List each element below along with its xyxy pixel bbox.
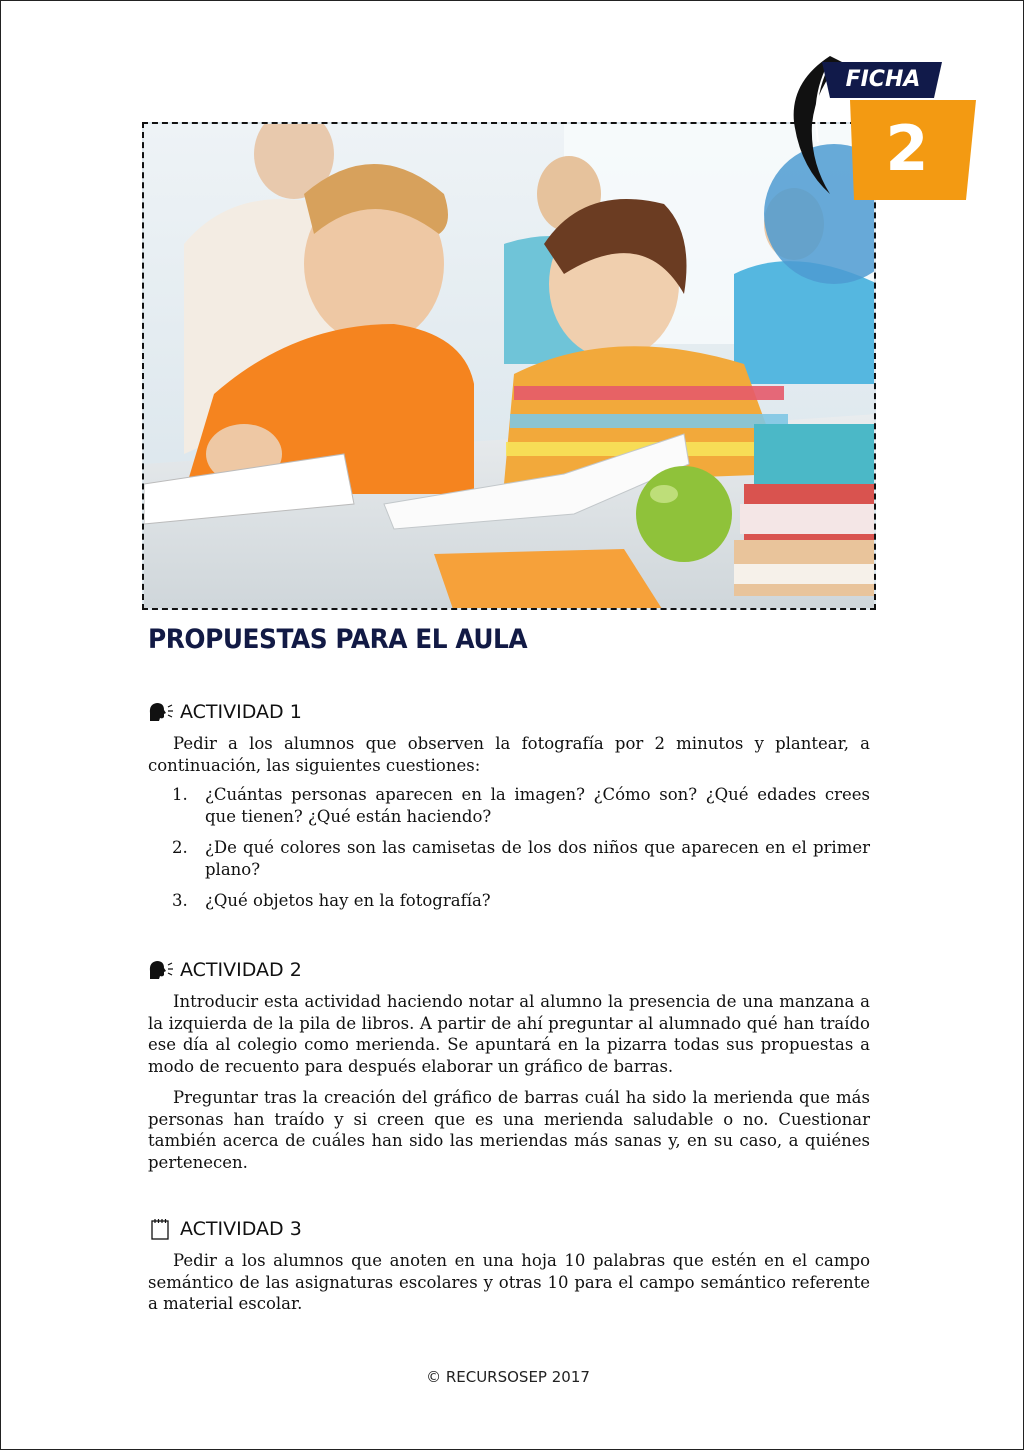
activity-body [148, 1250, 870, 1315]
classroom-photo-illustration [144, 124, 876, 610]
activity-heading [148, 957, 870, 983]
question-number: 1. [172, 785, 188, 804]
activity-body [148, 733, 870, 912]
activity-heading [148, 1216, 870, 1242]
activity-heading [148, 699, 870, 725]
question-text: ¿De qué colores son las camisetas de los dos niños que aparecen en el primer plano? [205, 838, 870, 879]
classroom-photo [142, 122, 876, 610]
activity-paragraph: Pedir a los alumnos que anoten en una hoja 10 palabras que estén en el campo semántico de las asignaturas escolares y otras 10 para el campo semántico referente a material escolar. [148, 1251, 870, 1313]
question-number: 3. [172, 891, 188, 910]
question-item [148, 890, 870, 912]
activity-2 [148, 957, 870, 1173]
question-item [148, 837, 870, 880]
speaking-head-icon [148, 959, 174, 981]
activity-title: ACTIVIDAD 1 [180, 701, 302, 723]
activity-paragraph: Pedir a los alumnos que observen la fotografía por 2 minutos y plantear, a continuación, las siguientes cuestiones: [148, 734, 870, 775]
notepad-icon [148, 1218, 174, 1240]
activity-title: ACTIVIDAD 3 [180, 1218, 302, 1240]
speaking-head-icon [148, 701, 174, 723]
activity-1 [148, 699, 870, 922]
activity-title: ACTIVIDAD 2 [180, 959, 302, 981]
activity-paragraph: Introducir esta actividad haciendo notar al alumno la presencia de una manzana a la izquierda de la pila de libros. A partir de ahí preguntar al alumnado qué han traído ese día al colegio como merienda. Se apuntará en la pizarra todas sus propuestas a modo de recuento para después elaborar un gráfico de barras. [148, 992, 870, 1076]
ficha-number: 2 [885, 112, 929, 185]
question-text: ¿Qué objetos hay en la fotografía? [205, 891, 491, 910]
activity-body [148, 991, 870, 1173]
section-title: PROPUESTAS PARA EL AULA [148, 624, 528, 655]
question-text: ¿Cuántas personas aparecen en la imagen? ¿Cómo son? ¿Qué edades crees que tienen? ¿Qué están haciendo? [205, 785, 870, 826]
activity-paragraph: Preguntar tras la creación del gráfico de barras cuál ha sido la merienda que más personas han traído y si creen que es una merienda saludable o no. Cuestionar también acerca de cuáles han sido las meriendas más sanas y, en su caso, a quiénes pertenecen. [148, 1088, 870, 1172]
activity-3 [148, 1216, 870, 1315]
ficha-label: FICHA [845, 67, 921, 92]
question-list [148, 784, 870, 912]
question-item [148, 784, 870, 827]
footer-copyright: © RECURSOSEP 2017 [426, 1368, 590, 1386]
question-number: 2. [172, 838, 188, 857]
